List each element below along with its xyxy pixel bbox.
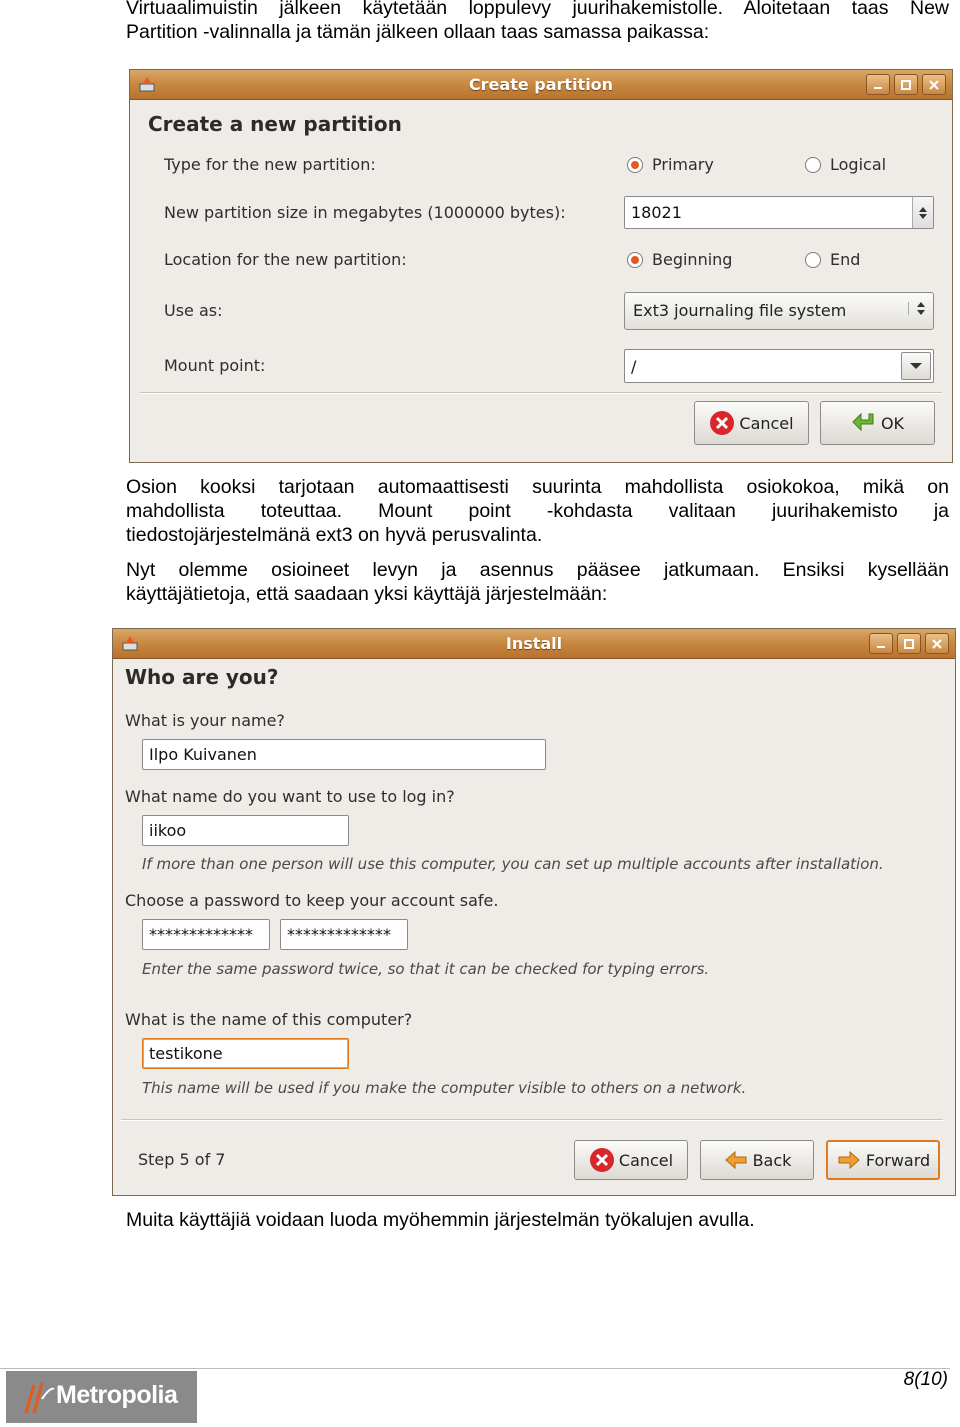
forward-button[interactable] bbox=[826, 1140, 940, 1180]
minimize-icon bbox=[875, 638, 887, 650]
back-label: Back bbox=[752, 1150, 792, 1170]
radio-primary[interactable] bbox=[627, 155, 714, 174]
computer-name-label: What is the name of this computer? bbox=[125, 1010, 413, 1029]
forward-arrow-icon bbox=[836, 1147, 862, 1173]
close-icon bbox=[928, 79, 940, 91]
size-label: New partition size in megabytes (1000000 bytes): bbox=[164, 203, 566, 222]
cancel-icon bbox=[589, 1147, 615, 1173]
name-label: What is your name? bbox=[125, 711, 285, 730]
password-value: ************* bbox=[149, 925, 253, 944]
computer-name-hint: This name will be used if you make the computer visible to others on a network. bbox=[142, 1079, 747, 1097]
computer-name-input[interactable] bbox=[142, 1038, 349, 1069]
metropolia-logo bbox=[6, 1371, 197, 1423]
install-cancel-button[interactable] bbox=[574, 1140, 688, 1180]
spin-up-icon bbox=[919, 207, 927, 212]
size-spin-buttons[interactable] bbox=[912, 197, 933, 228]
install-heading: Who are you? bbox=[125, 665, 279, 689]
type-label: Type for the new partition: bbox=[164, 155, 376, 174]
create-partition-window bbox=[129, 69, 953, 463]
password-hint: Enter the same password twice, so that it can be checked for typing errors. bbox=[142, 960, 710, 978]
password-confirm-input[interactable] bbox=[280, 919, 408, 950]
radio-end-label: End bbox=[830, 250, 861, 269]
select-down-icon bbox=[917, 310, 925, 315]
mount-point-combo[interactable] bbox=[624, 349, 934, 383]
computer-name-value: testikone bbox=[149, 1044, 223, 1063]
maximize-button[interactable] bbox=[894, 74, 918, 95]
radio-beginning-label: Beginning bbox=[652, 250, 733, 269]
intro-line-2: Partition -valinnalla ja tämän jälkeen ollaan taas samassa paikassa: bbox=[126, 21, 710, 43]
maximize-icon bbox=[903, 638, 915, 650]
partition-heading: Create a new partition bbox=[148, 112, 402, 136]
page-number: 8(10) bbox=[903, 1369, 948, 1390]
maximize-button[interactable] bbox=[897, 633, 921, 654]
chevron-down-icon bbox=[910, 363, 922, 369]
login-hint: If more than one person will use this computer, you can set up multiple accounts after installation. bbox=[142, 855, 884, 873]
use-as-select[interactable] bbox=[624, 292, 934, 330]
location-label: Location for the new partition: bbox=[164, 250, 407, 269]
full-name-value: Ilpo Kuivanen bbox=[149, 745, 257, 764]
login-value: iikoo bbox=[149, 821, 187, 840]
close-button[interactable] bbox=[925, 633, 949, 654]
para2-line-2: mahdollista toteuttaa. Mount point -kohdasta valitaan juurihakemisto ja bbox=[126, 500, 949, 522]
radio-logical[interactable] bbox=[805, 155, 886, 174]
install-cancel-label: Cancel bbox=[618, 1150, 674, 1170]
install-titlebar[interactable] bbox=[113, 629, 955, 659]
password-input[interactable] bbox=[142, 919, 270, 950]
metropolia-logo-icon bbox=[22, 1379, 56, 1415]
partition-window-title: Create partition bbox=[468, 75, 614, 94]
partition-ok-label: OK bbox=[880, 413, 905, 433]
maximize-icon bbox=[900, 79, 912, 91]
para2-line-3: tiedostojärjestelmänä ext3 on hyvä perusvalinta. bbox=[126, 524, 543, 546]
select-up-icon bbox=[917, 302, 925, 307]
partition-separator bbox=[140, 392, 942, 394]
partition-cancel-button[interactable] bbox=[694, 401, 809, 445]
radio-end-dot bbox=[805, 252, 821, 268]
partition-titlebar[interactable] bbox=[130, 70, 952, 100]
install-separator bbox=[121, 1119, 943, 1121]
password-confirm-value: ************* bbox=[287, 925, 391, 944]
login-input[interactable] bbox=[142, 815, 349, 846]
metropolia-logo-text: Metropolia bbox=[56, 1381, 178, 1409]
close-icon bbox=[931, 638, 943, 650]
mount-label: Mount point: bbox=[164, 356, 266, 375]
radio-beginning[interactable] bbox=[627, 250, 732, 269]
para3-line-2: käyttäjätietoja, että saadaan yksi käyttäjä järjestelmään: bbox=[126, 583, 608, 605]
back-arrow-icon bbox=[723, 1147, 749, 1173]
partition-ok-button[interactable] bbox=[820, 401, 935, 445]
mount-value: / bbox=[631, 357, 637, 376]
radio-primary-label: Primary bbox=[652, 155, 714, 174]
intro-line-1: Virtuaalimuistin jälkeen käytetään loppulevy juurihakemistolle. Aloitetaan taas New bbox=[126, 0, 949, 19]
back-button[interactable] bbox=[700, 1140, 814, 1180]
minimize-icon bbox=[872, 79, 884, 91]
full-name-input[interactable] bbox=[142, 739, 546, 770]
radio-logical-label: Logical bbox=[830, 155, 887, 174]
install-window bbox=[112, 628, 956, 1196]
minimize-button[interactable] bbox=[866, 74, 890, 95]
ok-arrow-icon bbox=[851, 410, 877, 436]
minimize-button[interactable] bbox=[869, 633, 893, 654]
partition-cancel-label: Cancel bbox=[739, 413, 794, 433]
password-label: Choose a password to keep your account safe. bbox=[125, 891, 499, 910]
footer-divider bbox=[0, 1368, 950, 1369]
use-as-label: Use as: bbox=[164, 301, 223, 320]
size-value: 18021 bbox=[631, 203, 682, 222]
spin-down-icon bbox=[919, 214, 927, 219]
step-indicator: Step 5 of 7 bbox=[138, 1150, 226, 1169]
para4: Muita käyttäjiä voidaan luoda myöhemmin järjestelmän työkalujen avulla. bbox=[126, 1209, 755, 1231]
cancel-icon bbox=[709, 410, 735, 436]
radio-beginning-dot bbox=[627, 252, 643, 268]
radio-logical-dot bbox=[805, 157, 821, 173]
close-button[interactable] bbox=[922, 74, 946, 95]
use-as-value: Ext3 journaling file system bbox=[633, 301, 847, 320]
size-spinbox[interactable] bbox=[624, 196, 934, 229]
radio-primary-dot bbox=[627, 157, 643, 173]
radio-end[interactable] bbox=[805, 250, 860, 269]
forward-label: Forward bbox=[865, 1150, 931, 1170]
mount-dropdown-button[interactable] bbox=[901, 352, 931, 380]
install-window-title: Install bbox=[505, 634, 563, 653]
para2-line-1: Osion kooksi tarjotaan automaattisesti suurinta mahdollista osiokokoa, mikä on bbox=[126, 476, 949, 498]
login-label: What name do you want to use to log in? bbox=[125, 787, 455, 806]
para3-line-1: Nyt olemme osioineet levyn ja asennus pääsee jatkumaan. Ensiksi kysellään bbox=[126, 559, 949, 581]
